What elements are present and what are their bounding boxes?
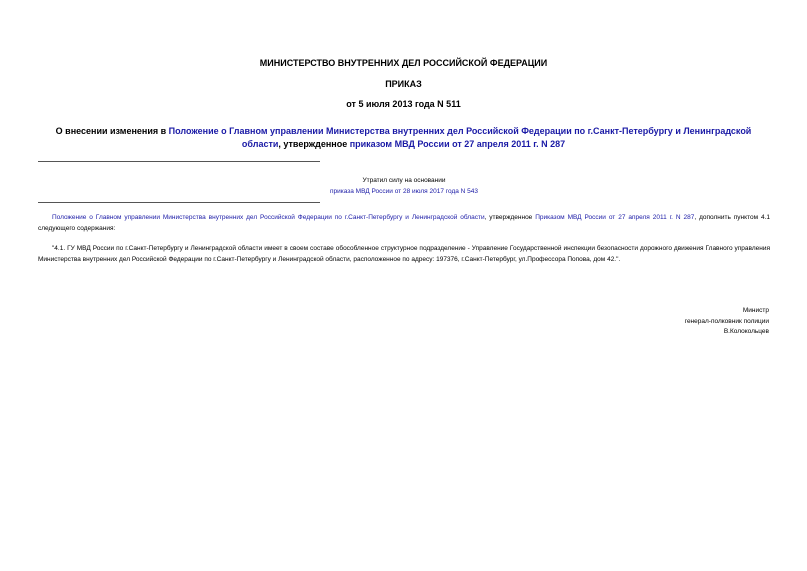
signature-block [569,306,769,338]
divider-bottom [38,202,320,203]
ministry-heading: МИНИСТЕРСТВО ВНУТРЕННИХ ДЕЛ РОССИЙСКОЙ ФЕДЕРАЦИИ [259,58,548,68]
title-prefix: О внесении изменения в [55,126,169,136]
body-p1-mid: , утвержденное [484,214,536,221]
status-note [300,175,508,197]
signature-name: В.Колокольцев [723,328,769,335]
title-link-regulation[interactable]: Положение о Главном управлении Министерства внутренних дел Российской Федерации по г.Санкт-Петербургу и Ленинградской области [168,126,752,149]
status-note-link[interactable]: приказа МВД России от 28 июля 2017 года N 543 [329,188,479,195]
signature-rank: генерал-полковник полиции [684,317,769,325]
title-middle: , утвержденное [278,139,350,149]
document-title [36,125,771,151]
body-paragraph-2 [38,244,770,265]
title-link-order-287[interactable]: приказом МВД России от 27 апреля 2011 г. N 287 [349,139,566,149]
body-p2-text: "4.1. ГУ МВД России по г.Санкт-Петербургу и Ленинградской области имеет в своем составе обособленное структурное подразделение - Управление Государственной инспекции безопасности дорожного движения Главного управления Министерства внутренних дел Российской Федерации по г.Санкт-Петербургу и Ленинградской области, расположенное по адресу: 197376, г.Санкт-Петербург, ул.Профессора Попова, дом 42.". [38,245,770,263]
doc-date-number: от 5 июля 2013 года N 511 [346,99,461,109]
status-note-text: Утратил силу на основании [362,177,446,184]
signature-position: Министр [742,307,769,314]
body-paragraph-1 [38,213,770,234]
body-link-regulation[interactable]: Положение о Главном управлении Министерства внутренних дел Российской Федерации по г.Санкт-Петербургу и Ленинградской области [52,214,485,221]
divider-top [38,161,320,162]
doc-type-heading: ПРИКАЗ [385,79,422,89]
body-link-order-287[interactable]: Приказом МВД России от 27 апреля 2011 г. N 287 [535,214,695,221]
body-p1-end: , дополнить пунктом 4.1 следующего содержания: [38,214,770,232]
